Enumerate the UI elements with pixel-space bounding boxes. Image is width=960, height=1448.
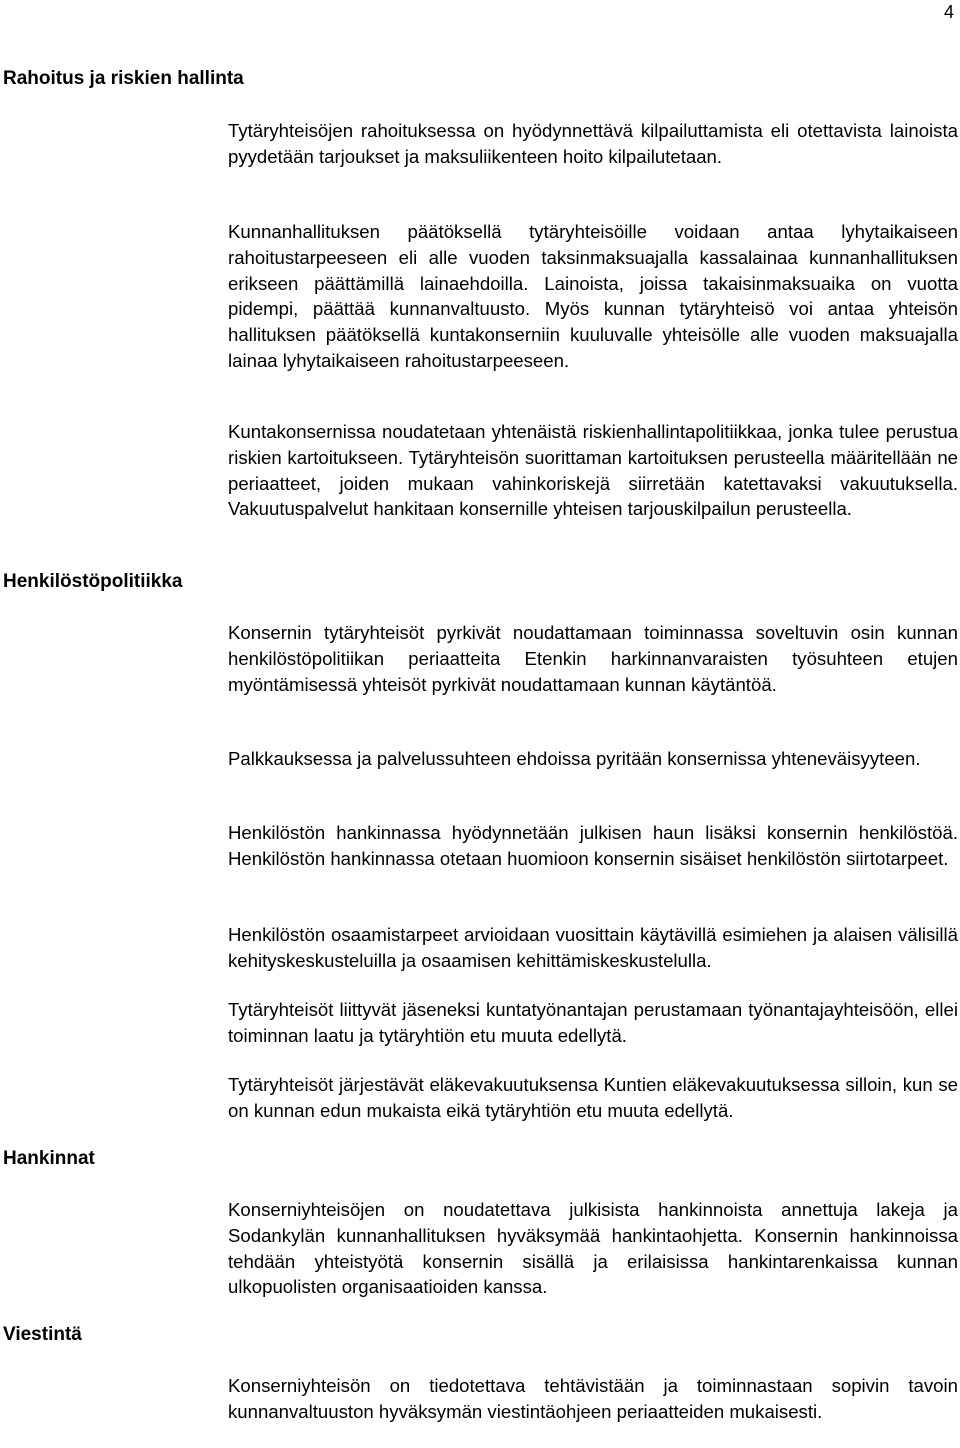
paragraph-hankinnat-1: Konserniyhteisöjen on noudatettava julkisista hankinnoista annettuja lakeja ja Sodankylän kunnanhallituksen hyväksymää hankintaohjetta. Konsernin hankinnoissa tehdään yhteistyötä konsernin sisällä ja erilaisissa hankintarenkaissa kunnan ulkopuolisten organisaatioiden kanssa. <box>228 1199 958 1298</box>
paragraph-rahoitus-2: Kunnanhallituksen päätöksellä tytäryhteisöille voidaan antaa lyhytaikaiseen rahoitustarpeeseen eli alle vuoden taksinmaksuajalla kassalainaa kunnanhallituksen erikseen päättämillä lainaehdoilla. Lainoista, joissa takaisinmaksuaika on vuotta pidempi, päättää kunnanvaltuusto. Myös kunnan tytäryhteisö voi antaa yhteisön hallituksen päätöksellä kuntakonserniin kuuluvalle yhteisölle alle vuoden maksuajalla lainaa lyhytaikaiseen rahoitustarpeeseen. <box>228 221 958 371</box>
paragraph-rahoitus-1: Tytäryhteisöjen rahoituksessa on hyödynnettävä kilpailuttamista eli otettavista lainoista pyydetään tarjoukset ja maksuliikenteen hoito kilpailutetaan. <box>228 120 958 167</box>
paragraph-henkilosto-5: Tytäryhteisöt liittyvät jäseneksi kuntatyönantajan perustamaan työnantajayhteisöön, ellei toiminnan laatu ja tytäryhtiön etu muuta edellytä. <box>228 999 958 1046</box>
paragraph-henkilosto-4: Henkilöstön osaamistarpeet arvioidaan vuosittain käytävillä esimiehen ja alaisen välisillä kehityskeskusteluilla ja osaamisen kehittämiskeskustelulla. <box>228 924 958 971</box>
paragraph-rahoitus-3: Kuntakonsernissa noudatetaan yhtenäistä riskienhallintapolitiikkaa, jonka tulee perustua riskien kartoitukseen. Tytäryhteisön suorittaman kartoituksen perusteella määritellään ne periaatteet, joiden mukaan vahinkoriskejä siirretään katettavaksi vakuutuksella. Vakuutuspalvelut hankitaan konsernille yhteisen tarjouskilpailun perusteella. <box>228 421 958 520</box>
section-heading-henkilosto: Henkilöstöpolitiikka <box>3 571 183 592</box>
paragraph-henkilosto-1: Konsernin tytäryhteisöt pyrkivät noudattamaan toiminnassa soveltuvin osin kunnan henkilöstöpolitiikan periaatteita Etenkin harkinnanvaraisten työsuhteen etujen myöntämisessä yhteisöt pyrkivät noudattamaan kunnan käytäntöä. <box>228 622 958 695</box>
section-heading-rahoitus: Rahoitus ja riskien hallinta <box>3 68 244 89</box>
section-heading-hankinnat: Hankinnat <box>3 1148 95 1169</box>
paragraph-henkilosto-2: Palkkauksessa ja palvelussuhteen ehdoissa pyritään konsernissa yhteneväisyyteen. <box>228 748 921 769</box>
paragraph-viestinta-1: Konserniyhteisön on tiedotettava tehtävistään ja toiminnastaan sopivin tavoin kunnanvaltuuston hyväksymän viestintäohjeen periaatteiden mukaisesti. <box>228 1375 958 1422</box>
paragraph-henkilosto-3: Henkilöstön hankinnassa hyödynnetään julkisen haun lisäksi konsernin henkilöstöä. Henkilöstön hankinnassa otetaan huomioon konsernin sisäiset henkilöstön siirtotarpeet. <box>228 822 958 869</box>
paragraph-henkilosto-6: Tytäryhteisöt järjestävät eläkevakuutuksensa Kuntien eläkevakuutuksessa silloin, kun se on kunnan edun mukaista eikä tytäryhtiön etu muuta edellytä. <box>228 1074 958 1121</box>
section-heading-viestinta: Viestintä <box>3 1324 82 1345</box>
page-number: 4 <box>943 2 954 22</box>
